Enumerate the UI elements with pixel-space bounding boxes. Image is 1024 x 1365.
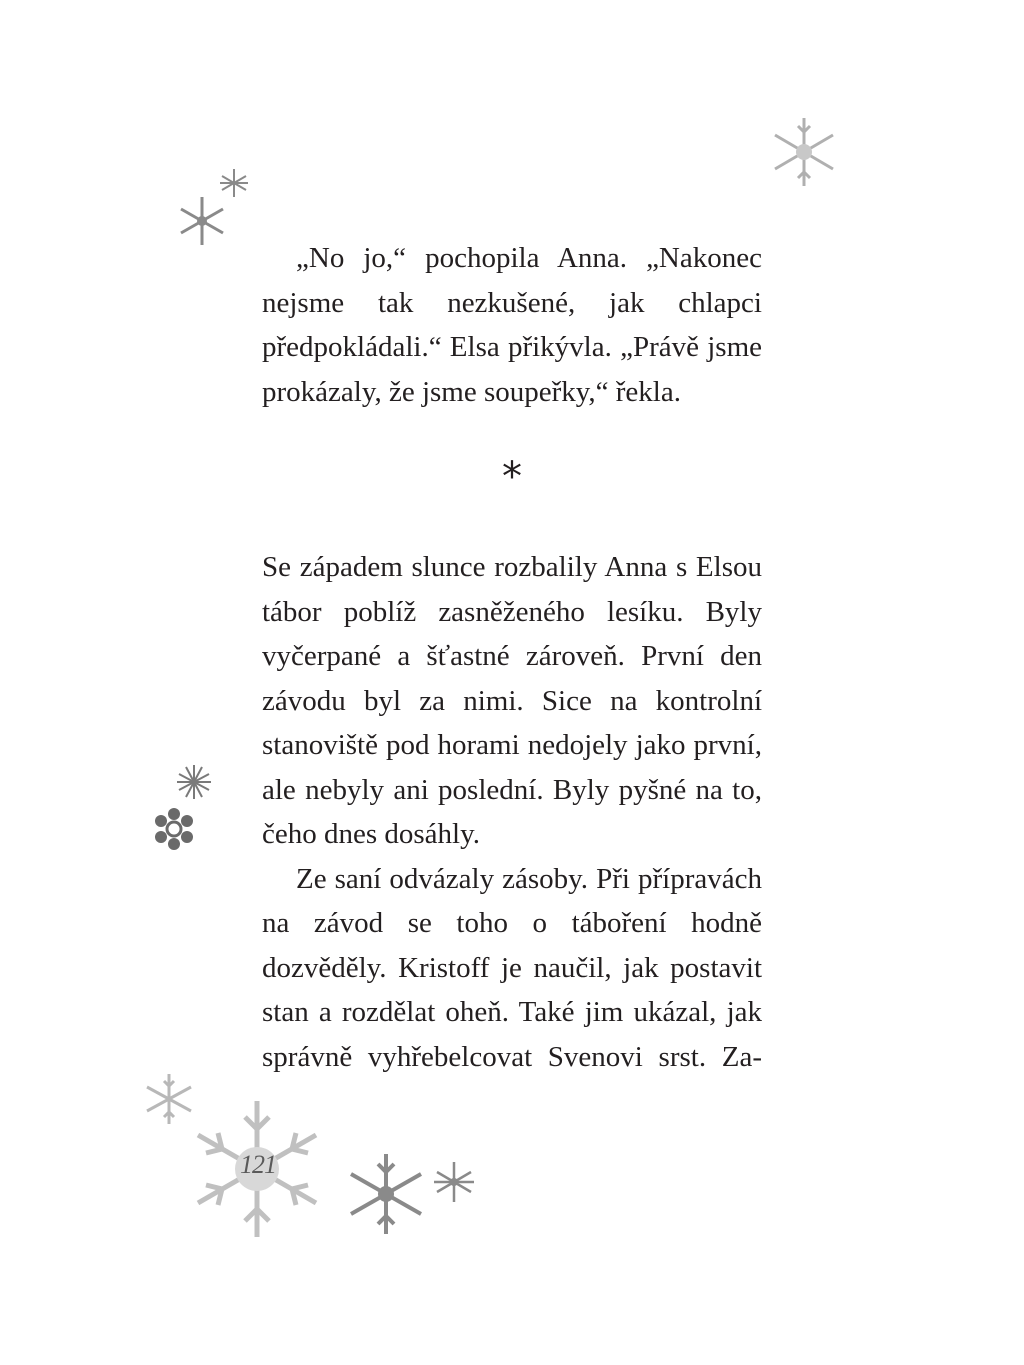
flower-snowflake-icon — [149, 804, 199, 854]
text-section-bottom — [262, 545, 762, 1079]
snowflake-icon — [768, 116, 840, 188]
paragraph: Se západem slunce rozbalily Anna s Elsou tábor poblíž zasněženého lesíku. Byly vyčerpané a šťastné zároveň. První den závodu byl za nimi. Sice na kontrolní stanoviště pod horami nedojely jako první, ale nebyly ani poslední. Byly pyšné na to, čeho dnes dosáhly. — [262, 551, 762, 850]
snowflake-icon — [432, 1160, 476, 1204]
snowflake-icon — [219, 168, 249, 198]
page-number: 121 — [240, 1150, 276, 1179]
section-separator: * — [502, 454, 522, 500]
text-section-top — [262, 236, 762, 414]
snowflake-icon — [176, 764, 212, 800]
snowflake-icon — [344, 1152, 428, 1236]
paragraph: Ze saní odvázaly zásoby. Při přípravách na závod se toho o táboření hodně dozvěděly. Kristoff je naučil, jak postavit stan a rozdělat oheň. Také jim ukázal, jak správně vyhřebelcovat Svenovi srst. Za- — [262, 862, 762, 1073]
paragraph: „No jo,“ pochopila Anna. „Nakonec nejsme tak nezkušené, jak chlapci předpokládali.“ Elsa přikývla. „Právě jsme prokázaly, že jsme soupeřky,“ řekla. — [262, 242, 762, 408]
snowflake-icon — [176, 195, 228, 247]
